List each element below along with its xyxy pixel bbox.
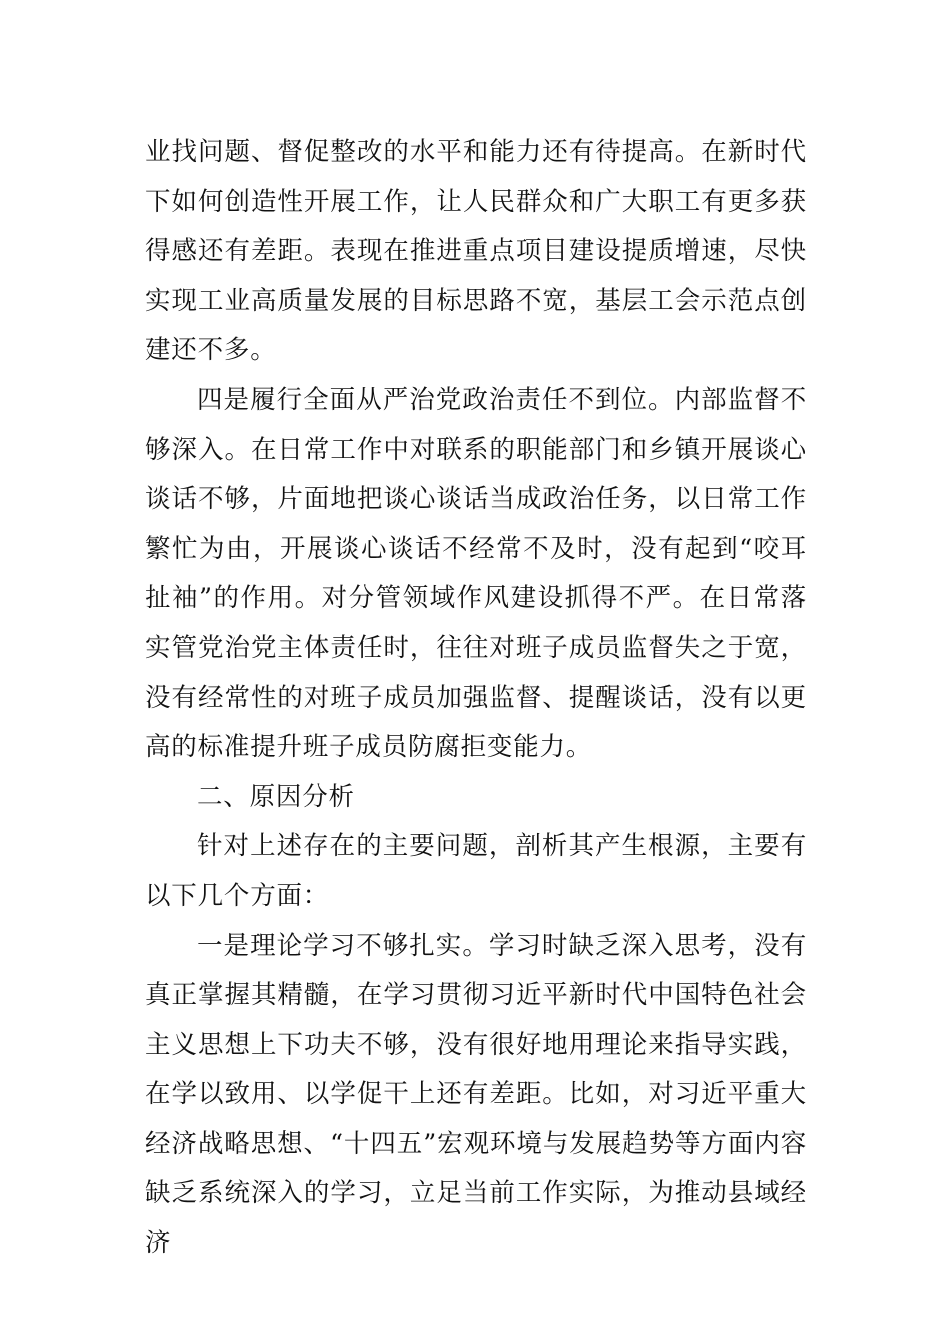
paragraph-point-four: 四是履行全面从严治党政治责任不到位。内部监督不够深入。在日常工作中对联系的职能部门和乡镇开展谈心谈话不够，片面地把谈心谈话当成政治任务，以日常工作繁忙为由，开展谈心谈话不经常不及时，没有起到“咬耳扯袖”的作用。对分管领域作风建设抓得不严。在日常落实管党治党主体责任时，往往对班子成员监督失之于宽，没有经常性的对班子成员加强监督、提醒谈话，没有以更高的标准提升班子成员防腐拒变能力。 xyxy=(145,384,807,763)
paragraph-continuation: 业找问题、督促整改的水平和能力还有待提高。在新时代下如何创造性开展工作，让人民群众和广大职工有更多获得感还有差距。表现在推进重点项目建设提质增速，尽快实现工业高质量发展的目标思路不宽，基层工会示范点创建还不多。 xyxy=(145,137,807,366)
paragraph-intro: 针对上述存在的主要问题，剖析其产生根源，主要有以下几个方面： xyxy=(145,831,807,911)
section-heading-cause-analysis: 二、原因分析 xyxy=(197,781,355,812)
paragraph-point-one: 一是理论学习不够扎实。学习时缺乏深入思考，没有真正掌握其精髓，在学习贯彻习近平新时代中国特色社会主义思想上下功夫不够，没有很好地用理论来指导实践，在学以致用、以学促干上还有差距。比如，对习近平重大经济战略思想、“十四五”宏观环境与发展趋势等方面内容缺乏系统深入的学习，立足当前工作实际，为推动县域经济 xyxy=(145,930,807,1259)
document-body xyxy=(145,128,807,1269)
